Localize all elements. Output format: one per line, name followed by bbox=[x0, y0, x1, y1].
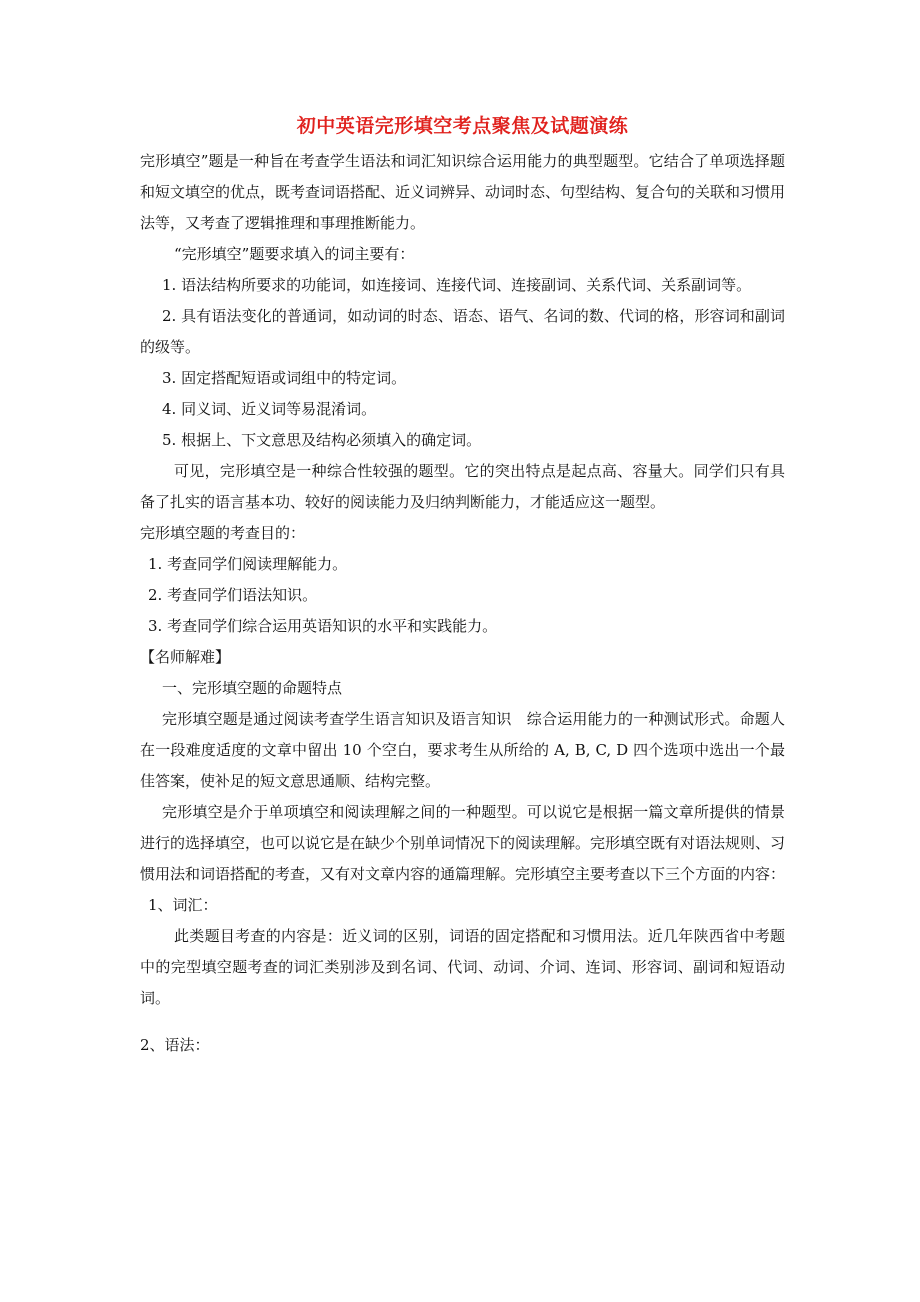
requirement-item: 1. 语法结构所要求的功能词，如连接词、连接代词、连接副词、关系代词、关系副词等。 bbox=[162, 276, 752, 294]
feature-paragraph-1: 完形填空题是通过阅读考查学生语言知识及语言知识 综合运用能力的一种测试形式。命题人在一段难度适度的文章中留出 10 个空白，要求考生从所给的 A, B, C, D 四个选项中选出一个最佳答案，使补足的短文意思通顺、结构完整。 bbox=[140, 710, 785, 790]
document-page bbox=[140, 112, 785, 1061]
summary-paragraph: 可见，完形填空是一种综合性较强的题型。它的突出特点是起点高、容量大。同学们只有具备了扎实的语言基本功、较好的阅读能力及归纳判断能力，才能适应这一题型。 bbox=[140, 462, 785, 511]
requirement-item: 3. 固定搭配短语或词组中的特定词。 bbox=[162, 369, 407, 387]
document-title: 初中英语完形填空考点聚焦及试题演练 bbox=[296, 115, 629, 137]
requirement-item: 5. 根据上、下文意思及结构必须填入的确定词。 bbox=[162, 431, 482, 449]
section-label: 【名师解难】 bbox=[140, 648, 231, 666]
subsection-heading: 一、完形填空题的命题特点 bbox=[162, 679, 343, 697]
requirement-list bbox=[140, 270, 785, 456]
intro-paragraph: 完形填空”题是一种旨在考查学生语法和词汇知识综合运用能力的典型题型。它结合了单项选择题和短文填空的优点，既考查词语搭配、近义词辨异、动词时态、句型结构、复合句的关联和习惯用法等，又考查了逻辑推理和事理推断能力。 bbox=[140, 152, 786, 232]
spacer bbox=[140, 1014, 785, 1030]
item1-text: 此类题目考查的内容是：近义词的区别，词语的固定搭配和习惯用法。近几年陕西省中考题中的完型填空题考查的词汇类别涉及到名词、代词、动词、介词、连词、形容词、副词和短语动词。 bbox=[140, 927, 785, 1007]
purpose-item: 3. 考查同学们综合运用英语知识的水平和实践能力。 bbox=[148, 617, 498, 635]
item2-heading: 2、语法： bbox=[140, 1036, 210, 1054]
requirement-item: 2. 具有语法变化的普通词，如动词的时态、语态、语气、名词的数、代词的格，形容词和副词的级等。 bbox=[140, 307, 785, 356]
purpose-item: 2. 考查同学们语法知识。 bbox=[148, 586, 318, 604]
requirement-item: 4. 同义词、近义词等易混淆词。 bbox=[162, 400, 377, 418]
feature-paragraph-2: 完形填空是介于单项填空和阅读理解之间的一种题型。可以说它是根据一篇文章所提供的情景进行的选择填空，也可以说它是在缺少个别单词情况下的阅读理解。完形填空既有对语法规则、习惯用法和词语搭配的考查，又有对文章内容的通篇理解。完形填空主要考查以下三个方面的内容： bbox=[140, 803, 786, 883]
item1-heading: 1、词汇： bbox=[148, 896, 218, 914]
purpose-heading: 完形填空题的考查目的： bbox=[140, 524, 306, 542]
purpose-item: 1. 考查同学们阅读理解能力。 bbox=[148, 555, 348, 573]
requirement-lead: “完形填空”题要求填入的词主要有： bbox=[174, 245, 415, 263]
purpose-list bbox=[140, 549, 785, 642]
